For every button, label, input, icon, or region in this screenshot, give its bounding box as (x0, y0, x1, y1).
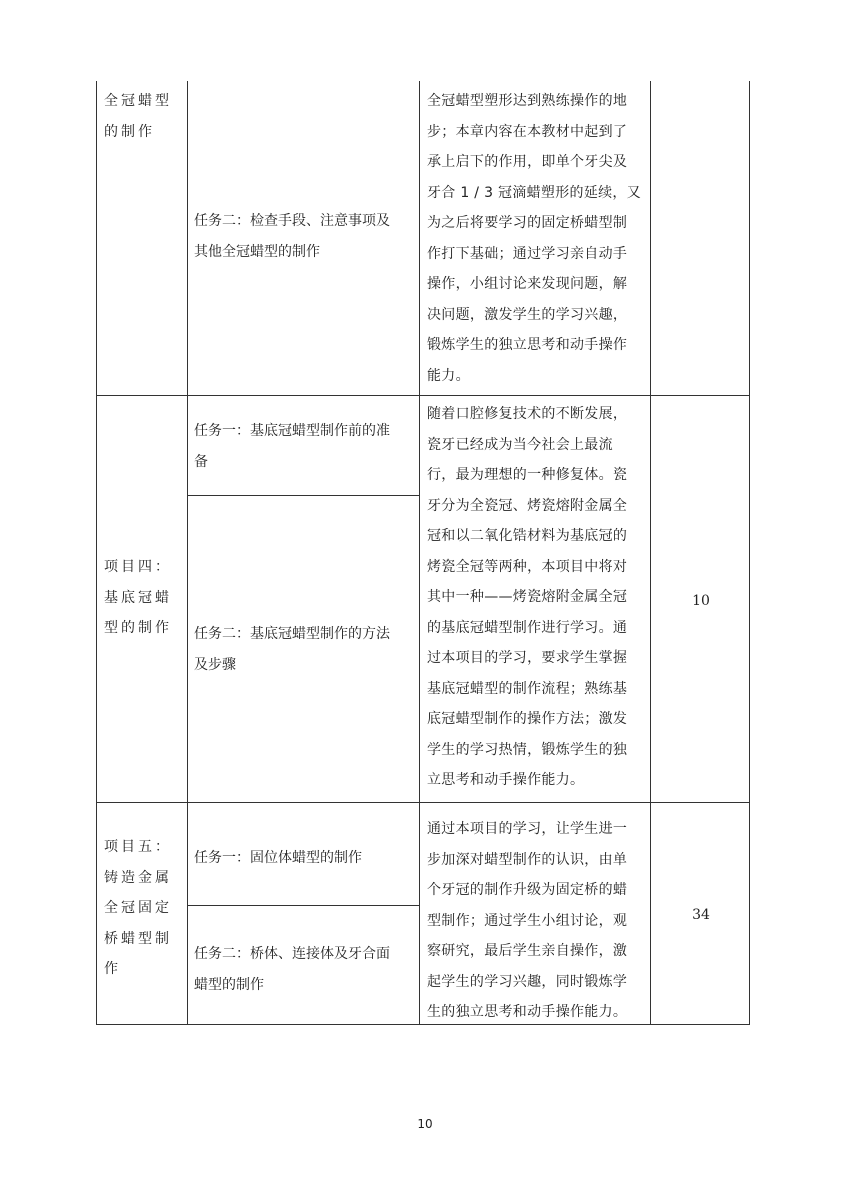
column-divider (187, 81, 188, 1025)
row-divider (96, 802, 750, 803)
task-cell: 任务二：基底冠蜡型制作的方法 及步骤 (194, 626, 390, 673)
hours-cell: 34 (692, 907, 710, 923)
hours-cell: 10 (692, 593, 710, 609)
column-divider (419, 81, 420, 1025)
project-cell: 全冠蜡型 的制作 (104, 93, 172, 140)
task-cell: 任务二：桥体、连接体及牙合面 蜡型的制作 (194, 946, 390, 993)
task-divider (187, 495, 419, 496)
row-divider (96, 395, 750, 396)
task-cell: 任务二：检查手段、注意事项及 其他全冠蜡型的制作 (194, 213, 390, 260)
page-number: 10 (417, 1117, 433, 1131)
description-cell: 全冠蜡型塑形达到熟练操作的地 步；本章内容在本教材中起到了 承上启下的作用，即单个牙尖及 牙合 1 / 3 冠滴蜡塑形的延续，又 为之后将要学习的固定桥蜡型制 作打下基础；通过学习亲自动手 操作，小组讨论来发现问题，解 决问题，激发学生的学习兴趣， 锻炼学生的独立思考和动手操作 能力。 (427, 93, 642, 384)
task-cell: 任务一：固位体蜡型的制作 (194, 850, 362, 866)
description-cell: 通过本项目的学习，让学生进一 步加深对蜡型制作的认识，由单 个牙冠的制作升级为固定桥的蜡 型制作；通过学生小组讨论，观 察研究，最后学生亲自操作，激 起学生的学习兴趣，同时锻炼学 生的独立思考和动手操作能力。 (427, 821, 628, 1020)
task-divider (187, 905, 419, 906)
project-cell: 项目五： 铸造金属 全冠固定 桥蜡型制 作 (104, 839, 172, 977)
description-cell: 随着口腔修复技术的不断发展， 瓷牙已经成为当今社会上最流 行，最为理想的一种修复体。瓷 牙分为全瓷冠、烤瓷熔附金属全 冠和以二氧化锆材料为基底冠的 烤瓷全冠等两种，本项目中将对 其中一种——烤瓷熔附金属全冠 的基底冠蜡型制作进行学习。通 过本项目的学习，要求学生掌握 基底冠蜡型的制作流程；熟练基 底冠蜡型制作的操作方法；激发 学生的学习热情，锻炼学生的独 立思考和动手操作能力。 (427, 406, 628, 788)
column-divider (650, 81, 651, 1025)
project-cell: 项目四： 基底冠蜡 型的制作 (104, 559, 172, 636)
task-cell: 任务一：基底冠蜡型制作前的准 备 (194, 423, 390, 470)
